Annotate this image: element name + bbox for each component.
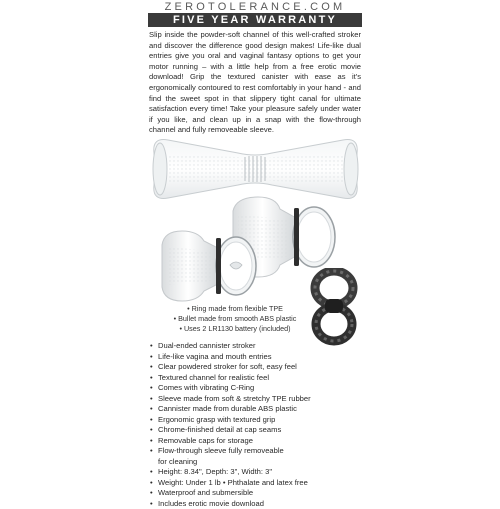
canister-front-image — [162, 231, 256, 301]
feature-item: • Weight: Under 1 lb • Phthalate and latex free — [150, 478, 365, 489]
feature-item: • Ergonomic grasp with textured grip — [150, 415, 365, 426]
feature-item: • Flow-through sleeve fully removeable for cleaning — [150, 446, 365, 467]
brand-url: ZEROTOLERANCE.COM — [150, 1, 360, 13]
feature-item: • Clear powdered stroker for soft, easy feel — [150, 362, 365, 373]
feature-list — [150, 341, 365, 509]
ring-spec-item: • Ring made from flexible TPE — [160, 304, 310, 314]
ring-spec-item: • Bullet made from smooth ABS plastic — [160, 314, 310, 324]
warranty-banner: FIVE YEAR WARRANTY — [148, 13, 362, 27]
feature-item: • Sleeve made from soft & stretchy TPE rubber — [150, 394, 365, 405]
feature-item: • Cannister made from durable ABS plastic — [150, 404, 365, 415]
feature-item: • Life-like vagina and mouth entries — [150, 352, 365, 363]
product-description: Slip inside the powder-soft channel of this well-crafted stroker and discover the difference good design makes! Life-like dual entries give you oral and vaginal fantasy options to get your motor running – with a little help from a free erotic movie download! Grip the textured canister with ease as it's ergonomically contoured to rest comfortably in your hand - and find the sweet spot in that slippery tight canal for ultimate satisfaction every time! Take your pleasure safely under water if you like, and clean up in a snap with the flow-through channel and fully removeable sleeve. — [149, 30, 361, 136]
feature-item: • Textured channel for realistic feel — [150, 373, 365, 384]
feature-item: • Chrome-finished detail at cap seams — [150, 425, 365, 436]
c-ring-image — [308, 268, 360, 346]
ring-spec-list — [160, 304, 310, 335]
feature-item: • Includes erotic movie download — [150, 499, 365, 509]
feature-item: • Removable caps for storage — [150, 436, 365, 447]
sleeve-image — [153, 140, 358, 199]
ring-spec-item: • Uses 2 LR1130 battery (included) — [160, 324, 310, 334]
feature-item: • Height: 8.34", Depth: 3", Width: 3" — [150, 467, 365, 478]
feature-item: • Comes with vibrating C-Ring — [150, 383, 365, 394]
feature-item: • Dual-ended cannister stroker — [150, 341, 365, 352]
feature-item: • Waterproof and submersible — [150, 488, 365, 499]
